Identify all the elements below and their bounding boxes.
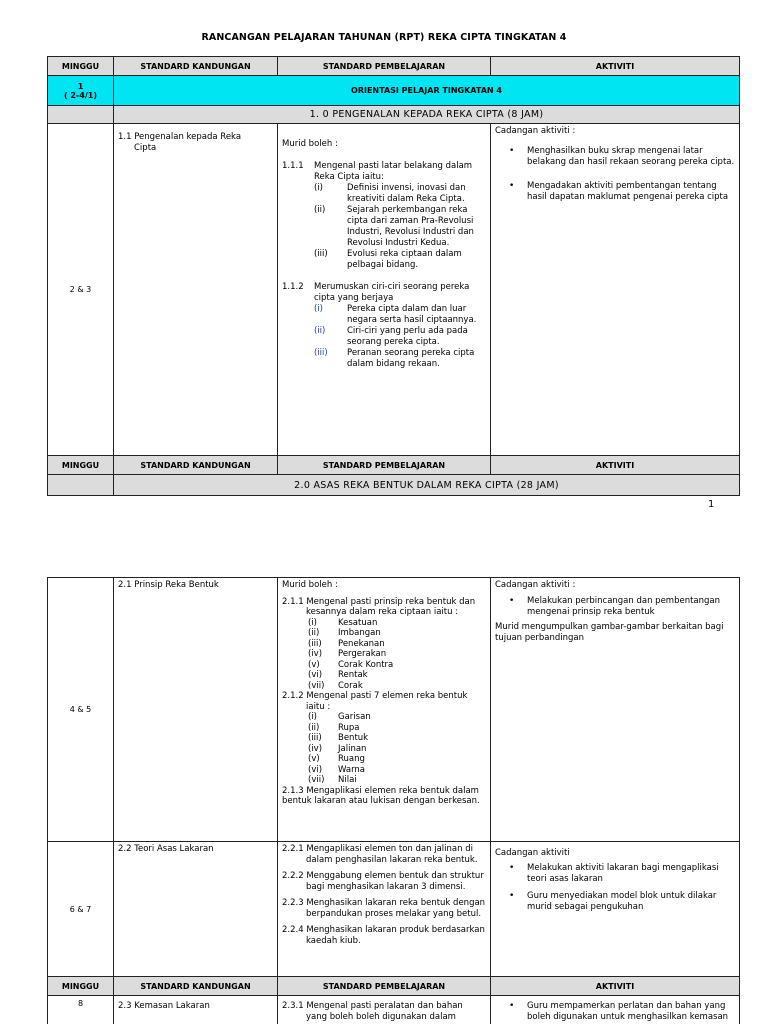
roman-numeral: (i) (314, 183, 323, 193)
bullet-text: Melakukan perbincangan dan pembentangan mengenai prinsip reka bentuk (527, 596, 721, 617)
header-row (48, 456, 740, 475)
header-standard-kandungan: STANDARD KANDUNGAN (114, 977, 278, 996)
roman-numeral: (ii) (308, 628, 320, 638)
roman-text: Warna (338, 764, 366, 775)
bullet-item (509, 146, 735, 168)
roman-numeral: (iii) (308, 638, 322, 649)
rpt-table-2 (47, 577, 740, 1024)
roman-item (282, 744, 486, 755)
roman-item (282, 670, 486, 681)
bullet-item (509, 863, 735, 885)
bullet-item (509, 596, 735, 618)
aktiviti-cell (491, 578, 740, 842)
bullet-text: Mengadakan aktiviti pembentangan tentang hasil dapatan maklumat pengenai pereka cipta (527, 181, 729, 202)
bullet-dot: • (509, 891, 515, 901)
roman-item (282, 326, 486, 348)
aktiviti-cell (491, 124, 740, 456)
aktiviti-list (495, 596, 735, 618)
roman-text: Evolusi reka ciptaan dalam pelbagai bidang. (347, 249, 462, 270)
roman-numeral: (i) (314, 304, 323, 314)
week-date: ( 2-4/1) (63, 90, 98, 100)
topic-row-2 (48, 475, 740, 496)
roman-item (282, 618, 486, 629)
roman-numeral: (ii) (314, 205, 326, 215)
roman-item (282, 712, 486, 723)
bullet-item (509, 1001, 735, 1023)
aktiviti-cell (491, 996, 740, 1024)
sp-cell (278, 842, 491, 977)
header-standard-kandungan: STANDARD KANDUNGAN (114, 456, 278, 475)
week-cell (48, 76, 114, 106)
week-cell: 4 & 5 (48, 578, 114, 842)
header-aktiviti: AKTIVITI (491, 456, 740, 475)
sp-2-1-2: 2.1.2 Mengenal pasti 7 elemen reka bentuk iaitu : (282, 691, 468, 712)
sp-item: 2.2.3 Menghasikan lakaran reka bentuk dengan berpandukan proses melakar yang betul. (282, 898, 486, 919)
content-row-2-1 (48, 578, 740, 842)
roman-item (282, 681, 486, 692)
bullet-text: Guru menyediakan model blok untuk dilakar murid sebagai pengukuhan (527, 891, 717, 912)
sp-number: 1.1.2 (282, 282, 304, 292)
roman-item (282, 775, 486, 786)
aktiviti-cell (491, 842, 740, 977)
roman-text: Peranan seorang pereka cipta dalam bidang rekaan. (347, 348, 475, 369)
sp-2-1-1-items (282, 618, 486, 692)
roman-numeral: (iv) (308, 743, 323, 754)
header-aktiviti: AKTIVITI (491, 977, 740, 996)
sp-item: 2.2.4 Menghasikan lakaran produk berdasarkan kaedah kiub. (282, 925, 485, 946)
page-number: 1 (708, 499, 715, 510)
header-standard-pembelajaran: STANDARD PEMBELAJARAN (278, 456, 491, 475)
bullet-dot: • (509, 146, 515, 156)
roman-text: Sejarah perkembangan reka cipta dari zaman Pra-Revolusi Industri, Revolusi Industri dan Revolusi Industri Kedua. (347, 205, 474, 248)
roman-item (282, 628, 486, 639)
sp-item: 2.2.1 Mengaplikasi elemen ton dan jalinan di dalam penghasilan lakaran reka bentuk. (282, 844, 478, 865)
roman-text: Bentuk (338, 733, 369, 743)
bullet-item (509, 181, 735, 203)
header-row (48, 977, 740, 996)
roman-text: Imbangan (338, 628, 381, 638)
sp-cell (278, 578, 491, 842)
roman-numeral: (vii) (308, 680, 325, 691)
week-cell: 8 (48, 996, 114, 1024)
orientasi-label: ORIENTASI PELAJAR TINGKATAN 4 (114, 76, 740, 106)
sp-2-1-2-items (282, 712, 486, 786)
roman-item (282, 304, 486, 326)
sp-2-3-1: 2.3.1 Mengenal pasti peralatan dan bahan yang boleh boleh digunakan dalam (282, 1001, 463, 1022)
roman-text: Garisan (338, 712, 371, 722)
roman-text: Jalinan (338, 743, 367, 754)
roman-text: Ciri-ciri yang perlu ada pada seorang pereka cipta. (347, 326, 468, 347)
roman-numeral: (i) (308, 617, 317, 628)
header-minggu: MINGGU (48, 977, 114, 996)
sp-text: Mengenal pasti latar belakang dalam Reka Cipta iaitu: (314, 161, 473, 182)
bullet-dot: • (509, 1001, 515, 1011)
roman-numeral: (v) (308, 659, 320, 670)
sp-2-1-3: 2.1.3 Mengaplikasi elemen reka bentuk dalam bentuk lakaran atau lukisan dengan berkesan. (282, 785, 480, 806)
sk-cell (114, 124, 278, 456)
week-cell: 6 & 7 (48, 842, 114, 977)
header-standard-pembelajaran: STANDARD PEMBELAJARAN (278, 977, 491, 996)
roman-text: Rupa (338, 722, 360, 733)
sp-1-1-1-items (282, 183, 486, 271)
roman-item (282, 733, 486, 744)
roman-text: Pereka cipta dalam dan luar negara serta hasil ciptaannya. (347, 304, 477, 325)
roman-item (282, 754, 486, 765)
orientasi-row (48, 76, 740, 106)
aktiviti-list (495, 146, 735, 203)
topic-row-1 (48, 106, 740, 124)
roman-text: Pergerakan (338, 649, 387, 659)
header-row (48, 57, 740, 76)
aktiviti-list (495, 863, 735, 913)
bullet-dot: • (509, 596, 515, 606)
rpt-table-1 (47, 56, 740, 496)
bullet-dot: • (509, 181, 515, 191)
roman-item (282, 249, 486, 271)
sp-1-1-2-items (282, 304, 486, 370)
sk-cell: 2.1 Prinsip Reka Bentuk (114, 578, 278, 842)
page-gap (0, 545, 768, 575)
aktiviti-heading: Cadangan aktiviti : (495, 126, 576, 136)
roman-numeral: (ii) (308, 722, 320, 733)
roman-numeral: (ii) (314, 326, 326, 336)
page-2 (0, 575, 768, 1024)
roman-numeral: (v) (308, 754, 320, 764)
roman-text: Rentak (338, 670, 368, 680)
week-number: 1 (77, 81, 84, 91)
roman-numeral: (iii) (314, 249, 328, 259)
bullet-item (509, 891, 735, 913)
bullet-text: Menghasilkan buku skrap mengenai latar belakang dan hasil rekaan seorang pereka cipta. (527, 146, 735, 167)
sk-cell: 2.3 Kemasan Lakaran (114, 996, 278, 1024)
header-minggu: MINGGU (48, 456, 114, 475)
roman-item (282, 765, 486, 776)
roman-numeral: (vi) (308, 764, 323, 775)
topic-1-title: 1. 0 PENGENALAN KEPADA REKA CIPTA (8 JAM) (114, 106, 740, 124)
murid-boleh: Murid boleh : (282, 580, 338, 590)
week-cell: 2 & 3 (48, 124, 114, 456)
sp-cell (278, 124, 491, 456)
roman-numeral: (i) (308, 712, 317, 722)
sp-2-1-1: 2.1.1 Mengenal pasti prinsip reka bentuk dan kesannya dalam reka ciptaan iaitu : (282, 596, 476, 617)
roman-numeral: (iv) (308, 649, 323, 659)
bullet-text: Guru mempamerkan perlatan dan bahan yang boleh digunakan untuk menghasilkan kemasan (527, 1001, 729, 1022)
document-title: RANCANGAN PELAJARAN TAHUNAN (RPT) REKA CIPTA TINGKATAN 4 (201, 32, 567, 43)
content-row-1-1 (48, 124, 740, 456)
murid-boleh: Murid boleh : (282, 139, 338, 149)
sp-1-1-1 (282, 161, 486, 183)
sk-title: 1.1 Pengenalan kepada Reka (118, 132, 242, 142)
sp-list (282, 844, 486, 947)
header-minggu: MINGGU (48, 57, 114, 76)
roman-item (282, 649, 486, 660)
content-row-2-3 (48, 996, 740, 1024)
sp-number: 1.1.1 (282, 161, 304, 171)
header-standard-pembelajaran: STANDARD PEMBELAJARAN (278, 57, 491, 76)
roman-item (282, 723, 486, 734)
header-standard-kandungan: STANDARD KANDUNGAN (114, 57, 278, 76)
bullet-dot: • (509, 863, 515, 873)
aktiviti-note: Murid mengumpulkan gambar-gambar berkaitan bagi tujuan perbandingan (495, 622, 724, 643)
aktiviti-heading: Cadangan aktiviti (495, 848, 570, 858)
roman-item (282, 639, 486, 650)
aktiviti-heading: Cadangan aktiviti : (495, 580, 576, 590)
bullet-text: Melakukan aktiviti lakaran bagi mengaplikasi teori asas lakaran (527, 863, 719, 884)
roman-item (282, 660, 486, 671)
roman-numeral: (vii) (308, 775, 325, 785)
roman-text: Nilai (338, 775, 357, 785)
roman-text: Corak (338, 680, 363, 691)
topic-2-title: 2.0 ASAS REKA BENTUK DALAM REKA CIPTA (28 JAM) (114, 475, 740, 496)
roman-text: Penekanan (338, 638, 385, 649)
sk-title-cont: Cipta (134, 143, 157, 153)
content-row-2-2 (48, 842, 740, 977)
roman-numeral: (iii) (308, 733, 322, 743)
aktiviti-list (495, 1001, 735, 1023)
topic-blank-cell (48, 475, 114, 496)
roman-item (282, 183, 486, 205)
roman-text: Corak Kontra (338, 659, 394, 670)
topic-blank-cell (48, 106, 114, 124)
header-aktiviti: AKTIVITI (491, 57, 740, 76)
roman-text: Kesatuan (338, 617, 378, 628)
roman-numeral: (iii) (314, 348, 328, 358)
sp-item: 2.2.2 Menggabung elemen bentuk dan struktur bagi menghasikan lakaran 3 dimensi. (282, 871, 484, 892)
roman-item (282, 205, 486, 249)
roman-item (282, 348, 486, 370)
sp-cell (278, 996, 491, 1024)
roman-text: Definisi invensi, inovasi dan kreativiti dalam Reka Cipta. (347, 183, 466, 204)
roman-text: Ruang (338, 754, 365, 764)
roman-numeral: (vi) (308, 670, 323, 680)
sk-cell: 2.2 Teori Asas Lakaran (114, 842, 278, 977)
sp-text: Merumuskan ciri-ciri seorang pereka cipta yang berjaya (314, 282, 470, 303)
sp-1-1-2 (282, 282, 486, 304)
